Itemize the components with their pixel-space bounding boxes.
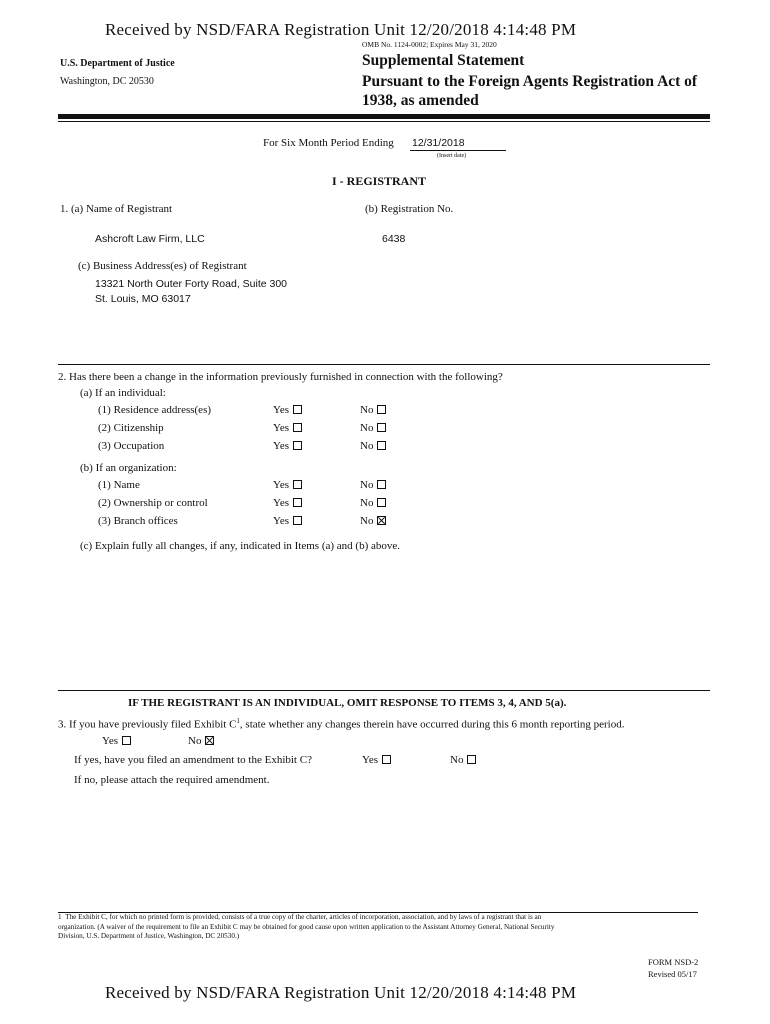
q2-b3-yes[interactable] bbox=[273, 515, 302, 527]
footnote bbox=[58, 913, 698, 942]
q3-yes[interactable] bbox=[102, 735, 131, 747]
form-title: Supplemental Statement bbox=[362, 52, 525, 69]
section-divider-1 bbox=[58, 364, 710, 365]
registration-no-value[interactable]: 6438 bbox=[382, 233, 406, 245]
q2-b3-no[interactable] bbox=[360, 515, 386, 527]
checkbox-yes[interactable] bbox=[293, 405, 302, 414]
q3-attach-note: If no, please attach the required amendment. bbox=[74, 774, 270, 786]
q2-b-label: (b) If an organization: bbox=[80, 462, 177, 474]
q3-question-text-end: , state whether any changes therein have occurred during this 6 month reporting period. bbox=[239, 718, 625, 731]
q2-b2-no[interactable] bbox=[360, 497, 386, 509]
checkbox-yes[interactable] bbox=[293, 480, 302, 489]
q2-a3-label: (3) Occupation bbox=[98, 440, 165, 452]
checkbox-no[interactable] bbox=[377, 441, 386, 450]
q3-amend-no[interactable] bbox=[450, 754, 476, 766]
checkbox-yes[interactable] bbox=[382, 755, 391, 764]
footnote-ref: 1 bbox=[236, 717, 240, 725]
q3-question-text: 3. If you have previously filed Exhibit C bbox=[58, 718, 237, 731]
footnote-line-2: organization. (A waiver of the requirement to file an Exhibit C may be obtained for good cause upon written application to the Assistant Attorney General, National Security bbox=[58, 922, 555, 931]
no-label: No bbox=[360, 479, 374, 491]
period-value[interactable]: 12/31/2018 bbox=[412, 137, 465, 149]
q2-a1-label: (1) Residence address(es) bbox=[98, 404, 212, 416]
yes-label: Yes bbox=[273, 497, 290, 509]
yes-label: Yes bbox=[273, 479, 290, 491]
q2-a-label: (a) If an individual: bbox=[80, 387, 166, 399]
yes-label: Yes bbox=[102, 735, 119, 747]
q2-a1-yes[interactable] bbox=[273, 404, 302, 416]
registrant-name-label: 1. (a) Name of Registrant bbox=[60, 203, 173, 215]
no-label: No bbox=[360, 404, 374, 416]
checkbox-no[interactable] bbox=[377, 480, 386, 489]
section-divider-2 bbox=[58, 690, 710, 691]
header-rule bbox=[58, 114, 710, 119]
period-label: For Six Month Period Ending bbox=[263, 137, 394, 149]
q2-c-label: (c) Explain fully all changes, if any, indicated in Items (a) and (b) above. bbox=[80, 540, 400, 552]
q2-a2-no[interactable] bbox=[360, 422, 386, 434]
checkbox-no-checked[interactable] bbox=[205, 736, 214, 745]
yes-label: Yes bbox=[273, 404, 290, 416]
checkbox-no[interactable] bbox=[467, 755, 476, 764]
checkbox-yes[interactable] bbox=[293, 516, 302, 525]
checkbox-no[interactable] bbox=[377, 405, 386, 414]
section-heading-registrant: I - REGISTRANT bbox=[332, 174, 427, 188]
form-id: FORM NSD-2 bbox=[648, 957, 699, 967]
yes-label: Yes bbox=[273, 440, 290, 452]
no-label: No bbox=[360, 440, 374, 452]
yes-label: Yes bbox=[273, 515, 290, 527]
form-revision: Revised 05/17 bbox=[648, 969, 697, 979]
checkbox-yes[interactable] bbox=[293, 441, 302, 450]
received-stamp-top: Received by NSD/FARA Registration Unit 12/20/2018 4:14:48 PM bbox=[105, 20, 577, 39]
no-label: No bbox=[188, 735, 202, 747]
checkbox-no[interactable] bbox=[377, 423, 386, 432]
omit-heading: IF THE REGISTRANT IS AN INDIVIDUAL, OMIT RESPONSE TO ITEMS 3, 4, AND 5(a). bbox=[128, 697, 567, 709]
q2-a2-yes[interactable] bbox=[273, 422, 302, 434]
no-label: No bbox=[360, 497, 374, 509]
registration-no-label: (b) Registration No. bbox=[365, 203, 454, 215]
received-stamp-bottom: Received by NSD/FARA Registration Unit 12/20/2018 4:14:48 PM bbox=[105, 983, 577, 1002]
q2-b2-label: (2) Ownership or control bbox=[98, 497, 208, 509]
checkbox-no-checked[interactable] bbox=[377, 516, 386, 525]
q2-a1-no[interactable] bbox=[360, 404, 386, 416]
omb-number: OMB No. 1124-0002; Expires May 31, 2020 bbox=[362, 40, 497, 49]
q2-b2-yes[interactable] bbox=[273, 497, 302, 509]
period-hint: (Insert date) bbox=[437, 153, 467, 159]
q2-a2-label: (2) Citizenship bbox=[98, 422, 164, 434]
no-label: No bbox=[450, 754, 464, 766]
checkbox-yes[interactable] bbox=[293, 423, 302, 432]
yes-label: Yes bbox=[273, 422, 290, 434]
q2-a3-yes[interactable] bbox=[273, 440, 302, 452]
q3-no[interactable] bbox=[188, 735, 214, 747]
q3-amend-question: If yes, have you filed an amendment to the Exhibit C? bbox=[74, 754, 312, 766]
registrant-name-value[interactable]: Ashcroft Law Firm, LLC bbox=[95, 233, 205, 245]
yes-label: Yes bbox=[362, 754, 379, 766]
department: U.S. Department of Justice bbox=[60, 58, 175, 69]
footnote-line-1 bbox=[58, 913, 698, 923]
business-address-line2[interactable]: St. Louis, MO 63017 bbox=[95, 293, 191, 305]
q2-b1-no[interactable] bbox=[360, 479, 386, 491]
footnote-text-1: The Exhibit C, for which no printed form is provided, consists of a true copy of the charter, articles of incorporation, association, and by laws of a registrant that is an bbox=[65, 913, 542, 921]
header-rule-thin bbox=[58, 121, 710, 122]
checkbox-yes[interactable] bbox=[293, 498, 302, 507]
q2-question: 2. Has there been a change in the information previously furnished in connection with the following? bbox=[58, 371, 503, 383]
period-underline bbox=[410, 150, 506, 151]
checkbox-no[interactable] bbox=[377, 498, 386, 507]
checkbox-yes[interactable] bbox=[122, 736, 131, 745]
business-address-label: (c) Business Address(es) of Registrant bbox=[78, 260, 247, 272]
footnote-number: 1 bbox=[58, 913, 62, 921]
footnote-line-3: Division, U.S. Department of Justice, Washington, DC 20530.) bbox=[58, 932, 240, 940]
q2-b1-label: (1) Name bbox=[98, 479, 140, 491]
q2-b1-yes[interactable] bbox=[273, 479, 302, 491]
no-label: No bbox=[360, 515, 374, 527]
form-subtitle-1: Pursuant to the Foreign Agents Registration Act of bbox=[362, 73, 698, 90]
form-subtitle-2: 1938, as amended bbox=[362, 92, 479, 109]
q2-a3-no[interactable] bbox=[360, 440, 386, 452]
q3-amend-yes[interactable] bbox=[362, 754, 391, 766]
no-label: No bbox=[360, 422, 374, 434]
q2-b3-label: (3) Branch offices bbox=[98, 515, 178, 527]
q3-question bbox=[58, 717, 625, 731]
business-address-line1[interactable]: 13321 North Outer Forty Road, Suite 300 bbox=[95, 278, 288, 290]
department-city: Washington, DC 20530 bbox=[60, 76, 154, 87]
